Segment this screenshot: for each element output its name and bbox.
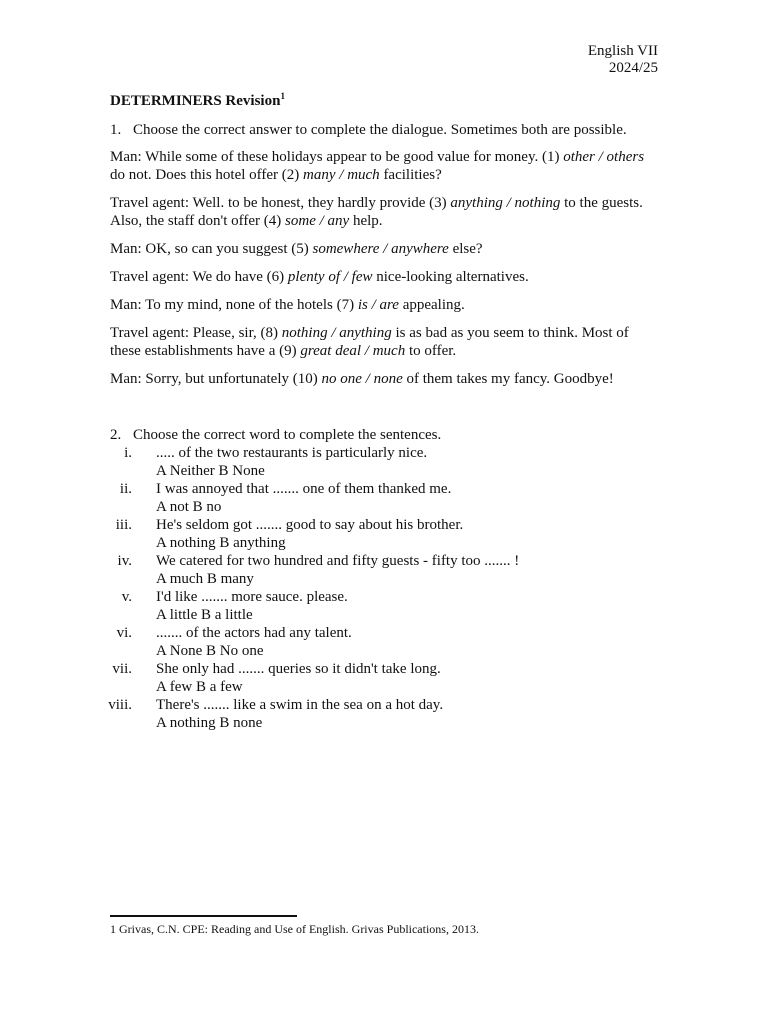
dialogue-text: Man: OK, so can you suggest (5)	[110, 241, 313, 257]
item-options: A little B a little	[156, 607, 253, 623]
title-text: DETERMINERS Revision	[110, 93, 281, 109]
item-options: A not B no	[156, 499, 222, 515]
item-sentence: I'd like ....... more sauce. please.	[156, 589, 348, 605]
dialogue-text: Man: To my mind, none of the hotels (7)	[110, 297, 358, 313]
dialogue-text: else?	[448, 241, 483, 257]
dialogue-line	[110, 148, 660, 184]
dialogue-text: Travel agent: Please, sir, (8)	[110, 325, 282, 341]
task1-number: 1.	[110, 122, 122, 138]
answer-options: somewhere / anywhere	[312, 241, 449, 257]
task2-number: 2.	[110, 427, 122, 443]
item-sentence: She only had ....... queries so it didn't take long.	[156, 661, 441, 677]
dialogue-line	[110, 324, 660, 360]
answer-options: plenty of / few	[287, 269, 373, 285]
dialogue-text: facilities?	[379, 167, 442, 183]
item-sentence: I was annoyed that ....... one of them thanked me.	[156, 481, 452, 497]
answer-options: some / any	[285, 213, 350, 229]
answer-options: other / others	[563, 149, 645, 165]
item-sentence: He's seldom got ....... good to say about his brother.	[156, 517, 464, 533]
item-number: vii.	[112, 661, 132, 677]
item-number: iv.	[117, 553, 132, 569]
dialogue-text: of them takes my fancy. Goodbye!	[402, 371, 614, 387]
answer-options: is / are	[357, 297, 399, 313]
item-number: viii.	[108, 697, 132, 713]
answer-options: nothing / anything	[281, 325, 392, 341]
dialogue-text: Man: Sorry, but unfortunately (10)	[110, 371, 322, 387]
footnote-divider	[110, 915, 297, 917]
item-sentence: ....... of the actors had any talent.	[156, 625, 352, 641]
page-header	[588, 43, 658, 77]
answer-options: great deal / much	[300, 343, 406, 359]
dialogue-text: help.	[349, 213, 383, 229]
dialogue-line	[110, 194, 660, 230]
course-name: English VII	[587, 43, 658, 59]
answer-options: anything / nothing	[450, 195, 561, 211]
dialogue-line	[110, 268, 660, 286]
item-options: A nothing B anything	[156, 535, 286, 551]
item-options: A few B a few	[156, 679, 243, 695]
dialogue-text: appealing.	[398, 297, 465, 313]
item-options: A None B No one	[156, 643, 264, 659]
dialogue-line	[110, 296, 660, 314]
dialogue-text: to offer.	[405, 343, 457, 359]
answer-options: no one / none	[321, 371, 403, 387]
dialogue-line	[110, 240, 660, 258]
item-sentence: There's ....... like a swim in the sea on a hot day.	[156, 697, 444, 713]
item-sentence: We catered for two hundred and fifty guests - fifty too ....... !	[156, 553, 520, 569]
item-sentence: ..... of the two restaurants is particularly nice.	[156, 445, 428, 461]
dialogue-text: to the guests. Also, the staff don't offer (4)	[110, 195, 643, 229]
item-number: i.	[124, 445, 132, 461]
item-options: A Neither B None	[156, 463, 265, 479]
footnote: 1 Grivas, C.N. CPE: Reading and Use of English. Grivas Publications, 2013.	[110, 922, 479, 936]
item-number: v.	[121, 589, 132, 605]
task2-instruction-text: Choose the correct word to complete the sentences.	[133, 427, 442, 443]
task1-instruction	[110, 121, 660, 139]
academic-year: 2024/25	[608, 60, 658, 76]
item-options: A much B many	[156, 571, 254, 587]
dialogue-text: do not. Does this hotel offer (2)	[110, 167, 304, 183]
dialogue-line	[110, 370, 660, 388]
dialogue-text: Man: While some of these holidays appear to be good value for money. (1)	[110, 149, 564, 165]
footnote-reference: 1	[280, 91, 285, 101]
dialogue-text: Travel agent: Well. to be honest, they hardly provide (3)	[110, 195, 451, 211]
dialogue-text: is as bad as you seem to think. Most of these establishments have a (9)	[110, 325, 629, 359]
dialogue-text: Travel agent: We do have (6)	[110, 269, 288, 285]
task1-instruction-text: Choose the correct answer to complete the dialogue. Sometimes both are possible.	[133, 122, 627, 138]
item-number: vi.	[116, 625, 132, 641]
item-options: A nothing B none	[156, 715, 263, 731]
page-title	[110, 93, 285, 110]
dialogue-text: nice-looking alternatives.	[372, 269, 529, 285]
item-number: iii.	[115, 517, 132, 533]
answer-options: many / much	[303, 167, 380, 183]
item-number: ii.	[119, 481, 132, 497]
task2-instruction	[110, 426, 660, 444]
